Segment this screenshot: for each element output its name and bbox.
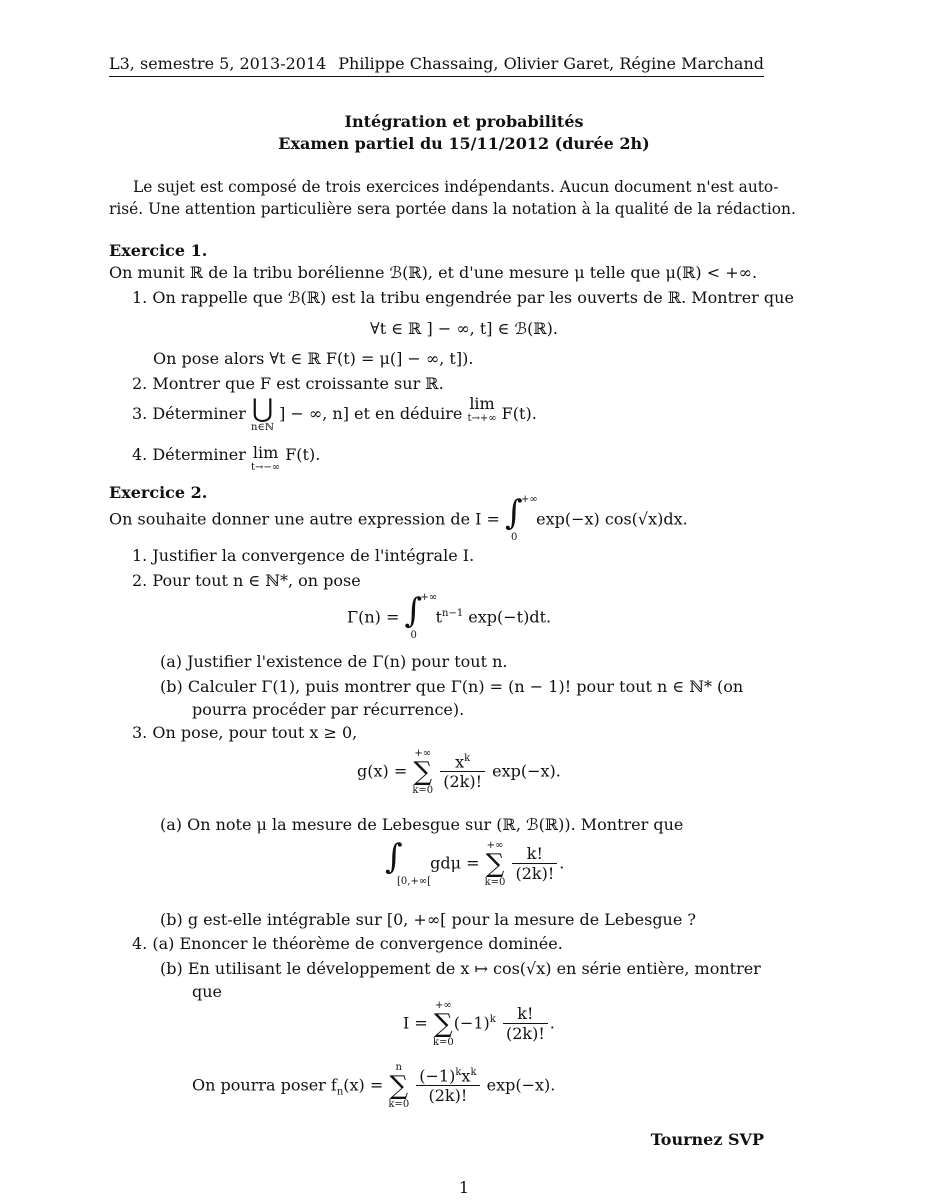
fn-text-b: (x) = bbox=[343, 1075, 384, 1095]
kfact-num: k! bbox=[512, 845, 557, 864]
sum-symbol: n ∑ k=0 bbox=[388, 1062, 410, 1110]
ex2-q2b-line1: (b) Calculer Γ(1), puis montrer que Γ(n) = (n − 1)! pour tout n ∈ ℕ* (on bbox=[160, 677, 744, 696]
I-den: (2k)! bbox=[505, 1023, 545, 1043]
g-lhs: g(x) = bbox=[357, 761, 408, 781]
integral-lower: 0 bbox=[410, 630, 417, 641]
g-num: x bbox=[455, 752, 465, 772]
ex1-q3 bbox=[132, 396, 537, 433]
g-num-exp: k bbox=[464, 752, 471, 764]
limit-subscript: t→−∞ bbox=[251, 462, 281, 473]
I-lhs: I = bbox=[403, 1013, 428, 1033]
tournez-svp: Tournez SVP bbox=[650, 1130, 764, 1149]
g-definition bbox=[357, 748, 561, 796]
fn-den: (2k)! bbox=[428, 1085, 468, 1105]
union-subscript: n∈ℕ bbox=[251, 422, 274, 433]
sum-symbol: +∞ ∑ k=0 bbox=[432, 1000, 454, 1048]
I-exp: k bbox=[489, 1014, 496, 1026]
sum-upper: +∞ bbox=[434, 1000, 452, 1011]
sum-lower: k=0 bbox=[432, 1037, 454, 1048]
sum-symbol: +∞ ∑ k=0 bbox=[484, 840, 506, 888]
ex1-q3-text-c: F(t). bbox=[501, 404, 537, 423]
header-rule bbox=[109, 76, 764, 77]
kfact-den: (2k)! bbox=[515, 863, 555, 883]
sum-lower: k=0 bbox=[412, 785, 434, 796]
fn-text: On pourra poser f bbox=[192, 1075, 337, 1095]
ex1-q3-text-a: 3. Déterminer bbox=[132, 404, 246, 423]
fn-formula bbox=[192, 1062, 555, 1110]
ex2-title: Exercice 2. bbox=[109, 483, 208, 502]
gamma-definition bbox=[347, 591, 552, 641]
ex2-q4b-line2: que bbox=[192, 982, 223, 1001]
integral-g-mid: gdμ = bbox=[430, 853, 480, 873]
fn-num-x: x bbox=[461, 1066, 471, 1086]
ex2-q3: 3. On pose, pour tout x ≥ 0, bbox=[132, 723, 358, 742]
g-rhs: exp(−x). bbox=[492, 761, 561, 781]
ex2-intro bbox=[109, 493, 688, 543]
ex1-intro: On munit ℝ de la tribu borélienne ℬ(ℝ), et d'une mesure μ telle que μ(ℝ) < +∞. bbox=[109, 263, 758, 282]
ex1-q3-text-b: ] − ∞, n] et en déduire bbox=[279, 404, 463, 423]
ex2-intro-text-a: On souhaite donner une autre expression de I = bbox=[109, 509, 500, 529]
header-right: Philippe Chassaing, Olivier Garet, Régine Marchand bbox=[338, 54, 764, 73]
gamma-exponent: n−1 bbox=[442, 608, 464, 620]
limit-minus-inf: lim t→−∞ bbox=[251, 443, 281, 473]
integral-lower: 0 bbox=[511, 532, 518, 543]
sum-lower: k=0 bbox=[388, 1099, 410, 1110]
sum-upper: n bbox=[395, 1062, 402, 1073]
sum-upper: +∞ bbox=[414, 748, 432, 759]
ex1-q2: 2. Montrer que F est croissante sur ℝ. bbox=[132, 374, 444, 393]
ex1-q4-text-a: 4. Déterminer bbox=[132, 445, 246, 464]
intro-line1: Le sujet est composé de trois exercices indépendants. Aucun document n'est auto- bbox=[133, 178, 779, 196]
I-fraction bbox=[503, 1005, 548, 1043]
integral-g-formula: ∫ [0,+∞[ gdμ = +∞ ∑ k=0 $\frac{k!}{(2k)!}$ . bbox=[385, 837, 565, 888]
intro-line2: risé. Une attention particulière sera portée dans la notation à la qualité de la rédaction. bbox=[109, 200, 796, 218]
ex2-q2a: (a) Justifier l'existence de Γ(n) pour tout n. bbox=[160, 652, 508, 671]
ex2-q3b: (b) g est-elle intégrable sur [0, +∞[ pour la mesure de Lebesgue ? bbox=[160, 910, 696, 929]
integral-symbol: ∫ [0,+∞[ bbox=[385, 837, 432, 887]
gamma-lhs: Γ(n) = bbox=[347, 607, 400, 627]
ex2-intro-text-b: exp(−x) cos(√x)dx. bbox=[536, 509, 688, 529]
I-term: (−1) bbox=[453, 1013, 490, 1033]
title-line1: Intégration et probabilités bbox=[344, 112, 584, 131]
gamma-t: t bbox=[435, 607, 443, 627]
ex2-q4b-line1: (b) En utilisant le développement de x ↦ cos(√x) en série entière, montrer bbox=[160, 959, 761, 978]
integral-upper: +∞ bbox=[521, 494, 538, 505]
ex1-q1-display: ∀t ∈ ℝ ] − ∞, t] ∈ ℬ(ℝ). bbox=[370, 319, 558, 338]
integral-symbol: ∫ +∞ 0 bbox=[404, 591, 438, 641]
g-fraction bbox=[440, 753, 485, 791]
fn-num-xexp: k bbox=[470, 1066, 477, 1078]
fn-rhs: exp(−x). bbox=[486, 1075, 556, 1095]
fn-fraction bbox=[416, 1067, 479, 1105]
integral-upper: +∞ bbox=[420, 592, 438, 603]
limit-subscript: t→+∞ bbox=[467, 413, 497, 424]
integral-symbol: ∫ +∞ 0 bbox=[505, 493, 538, 543]
ex2-q1: 1. Justifier la convergence de l'intégrale I. bbox=[132, 546, 475, 565]
sum-lower: k=0 bbox=[484, 877, 506, 888]
fn-num: (−1) bbox=[419, 1066, 456, 1086]
header-left: L3, semestre 5, 2013-2014 bbox=[109, 54, 327, 73]
ex2-q4a: 4. (a) Enoncer le théorème de convergence dominée. bbox=[132, 934, 563, 953]
ex1-q4 bbox=[132, 445, 320, 473]
limit-plus-inf: lim t→+∞ bbox=[467, 394, 497, 424]
kfact-fraction bbox=[512, 845, 557, 883]
integral-domain: [0,+∞[ bbox=[397, 876, 432, 887]
fn-sub: n bbox=[336, 1086, 344, 1098]
union-symbol: ⋃ n∈ℕ bbox=[251, 394, 274, 433]
ex2-q3a: (a) On note μ la mesure de Lebesgue sur (ℝ, ℬ(ℝ)). Montrer que bbox=[160, 815, 684, 834]
ex1-q4-text-b: F(t). bbox=[285, 445, 321, 464]
title-line2: Examen partiel du 15/11/2012 (durée 2h) bbox=[278, 134, 650, 153]
I-formula: I = +∞ ∑ k=0 $(-1)^k$ $\frac{k!}{(2k)!}$ . bbox=[403, 1000, 555, 1048]
ex1-q1: 1. On rappelle que ℬ(ℝ) est la tribu engendrée par les ouverts de ℝ. Montrer que bbox=[132, 288, 794, 307]
ex2-q2: 2. Pour tout n ∈ ℕ*, on pose bbox=[132, 571, 361, 590]
I-num: k! bbox=[503, 1005, 548, 1024]
g-den: (2k)! bbox=[443, 771, 483, 791]
fn-num-exp: k bbox=[455, 1066, 462, 1078]
ex2-q2b-line2: pourra procéder par récurrence). bbox=[192, 700, 465, 719]
sum-upper: +∞ bbox=[486, 840, 504, 851]
gamma-rhs: exp(−t)dt. bbox=[463, 607, 552, 627]
ex1-title: Exercice 1. bbox=[109, 241, 208, 260]
sum-symbol: +∞ ∑ k=0 bbox=[412, 748, 434, 796]
page-number: 1 bbox=[458, 1178, 470, 1197]
ex1-q1-after: On pose alors ∀t ∈ ℝ F(t) = μ(] − ∞, t]). bbox=[153, 349, 474, 368]
